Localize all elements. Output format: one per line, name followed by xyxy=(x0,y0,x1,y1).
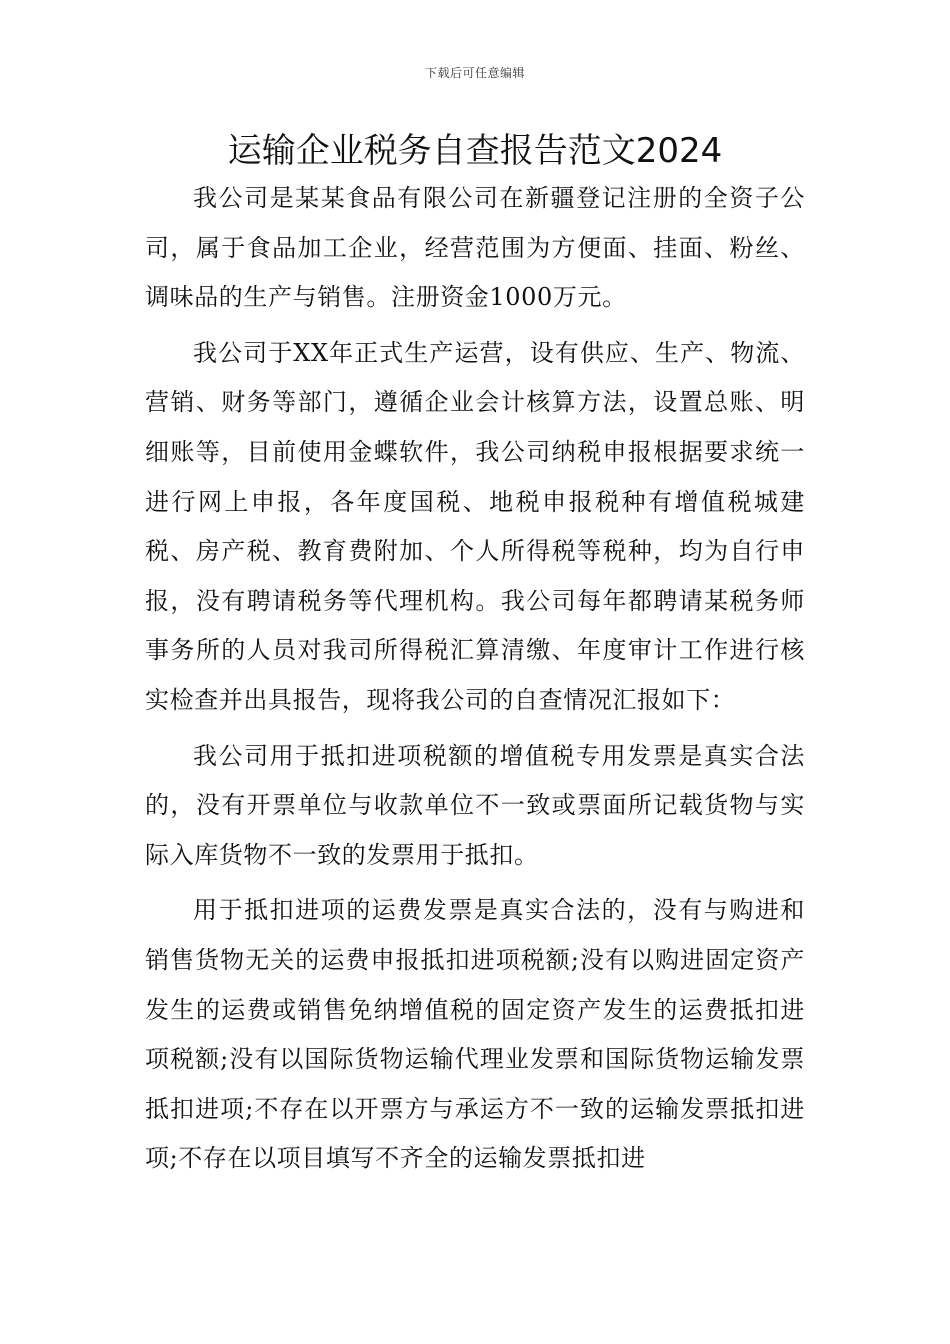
document-body xyxy=(145,174,805,1190)
paragraph-vat-invoices: 我公司用于抵扣进项税额的增值税专用发票是真实合法的，没有开票单位与收款单位不一致或票面所记载货物与实际入库货物不一致的发票用于抵扣。 xyxy=(145,741,805,869)
paragraph-freight-invoices: 用于抵扣进项的运费发票是真实合法的，没有与购进和销售货物无关的运费申报抵扣进项税额;没有以购进固定资产发生的运费或销售免纳增值税的固定资产发生的运费抵扣进项税额;没有以国际货物运输代理业发票和国际货物运输发票抵扣进项;不存在以开票方与承运方不一致的运输发票抵扣进项;不存在以项目填写不齐全的运输发票抵扣进 xyxy=(145,896,805,1173)
document-title: 运输企业税务自查报告范文2024 xyxy=(227,131,723,171)
header-note: 下载后可任意编辑 xyxy=(424,66,525,80)
paragraph-company-intro: 我公司是某某食品有限公司在新疆登记注册的全资子公司，属于食品加工企业，经营范围为方便面、挂面、粉丝、调味品的生产与销售。注册资金1000万元。 xyxy=(145,184,805,312)
paragraph-operations: 我公司于XX年正式生产运营，设有供应、生产、物流、营销、财务等部门，遵循企业会计核算方法，设置总账、明细账等，目前使用金蝶软件，我公司纳税申报根据要求统一进行网上申报，各年度国税、地税申报税种有增值税城建税、房产税、教育费附加、个人所得税等税种，均为自行申报，没有聘请税务等代理机构。我公司每年都聘请某税务师事务所的人员对我司所得税汇算清缴、年度审计工作进行核实检查并出具报告，现将我公司的自查情况汇报如下： xyxy=(145,338,805,714)
